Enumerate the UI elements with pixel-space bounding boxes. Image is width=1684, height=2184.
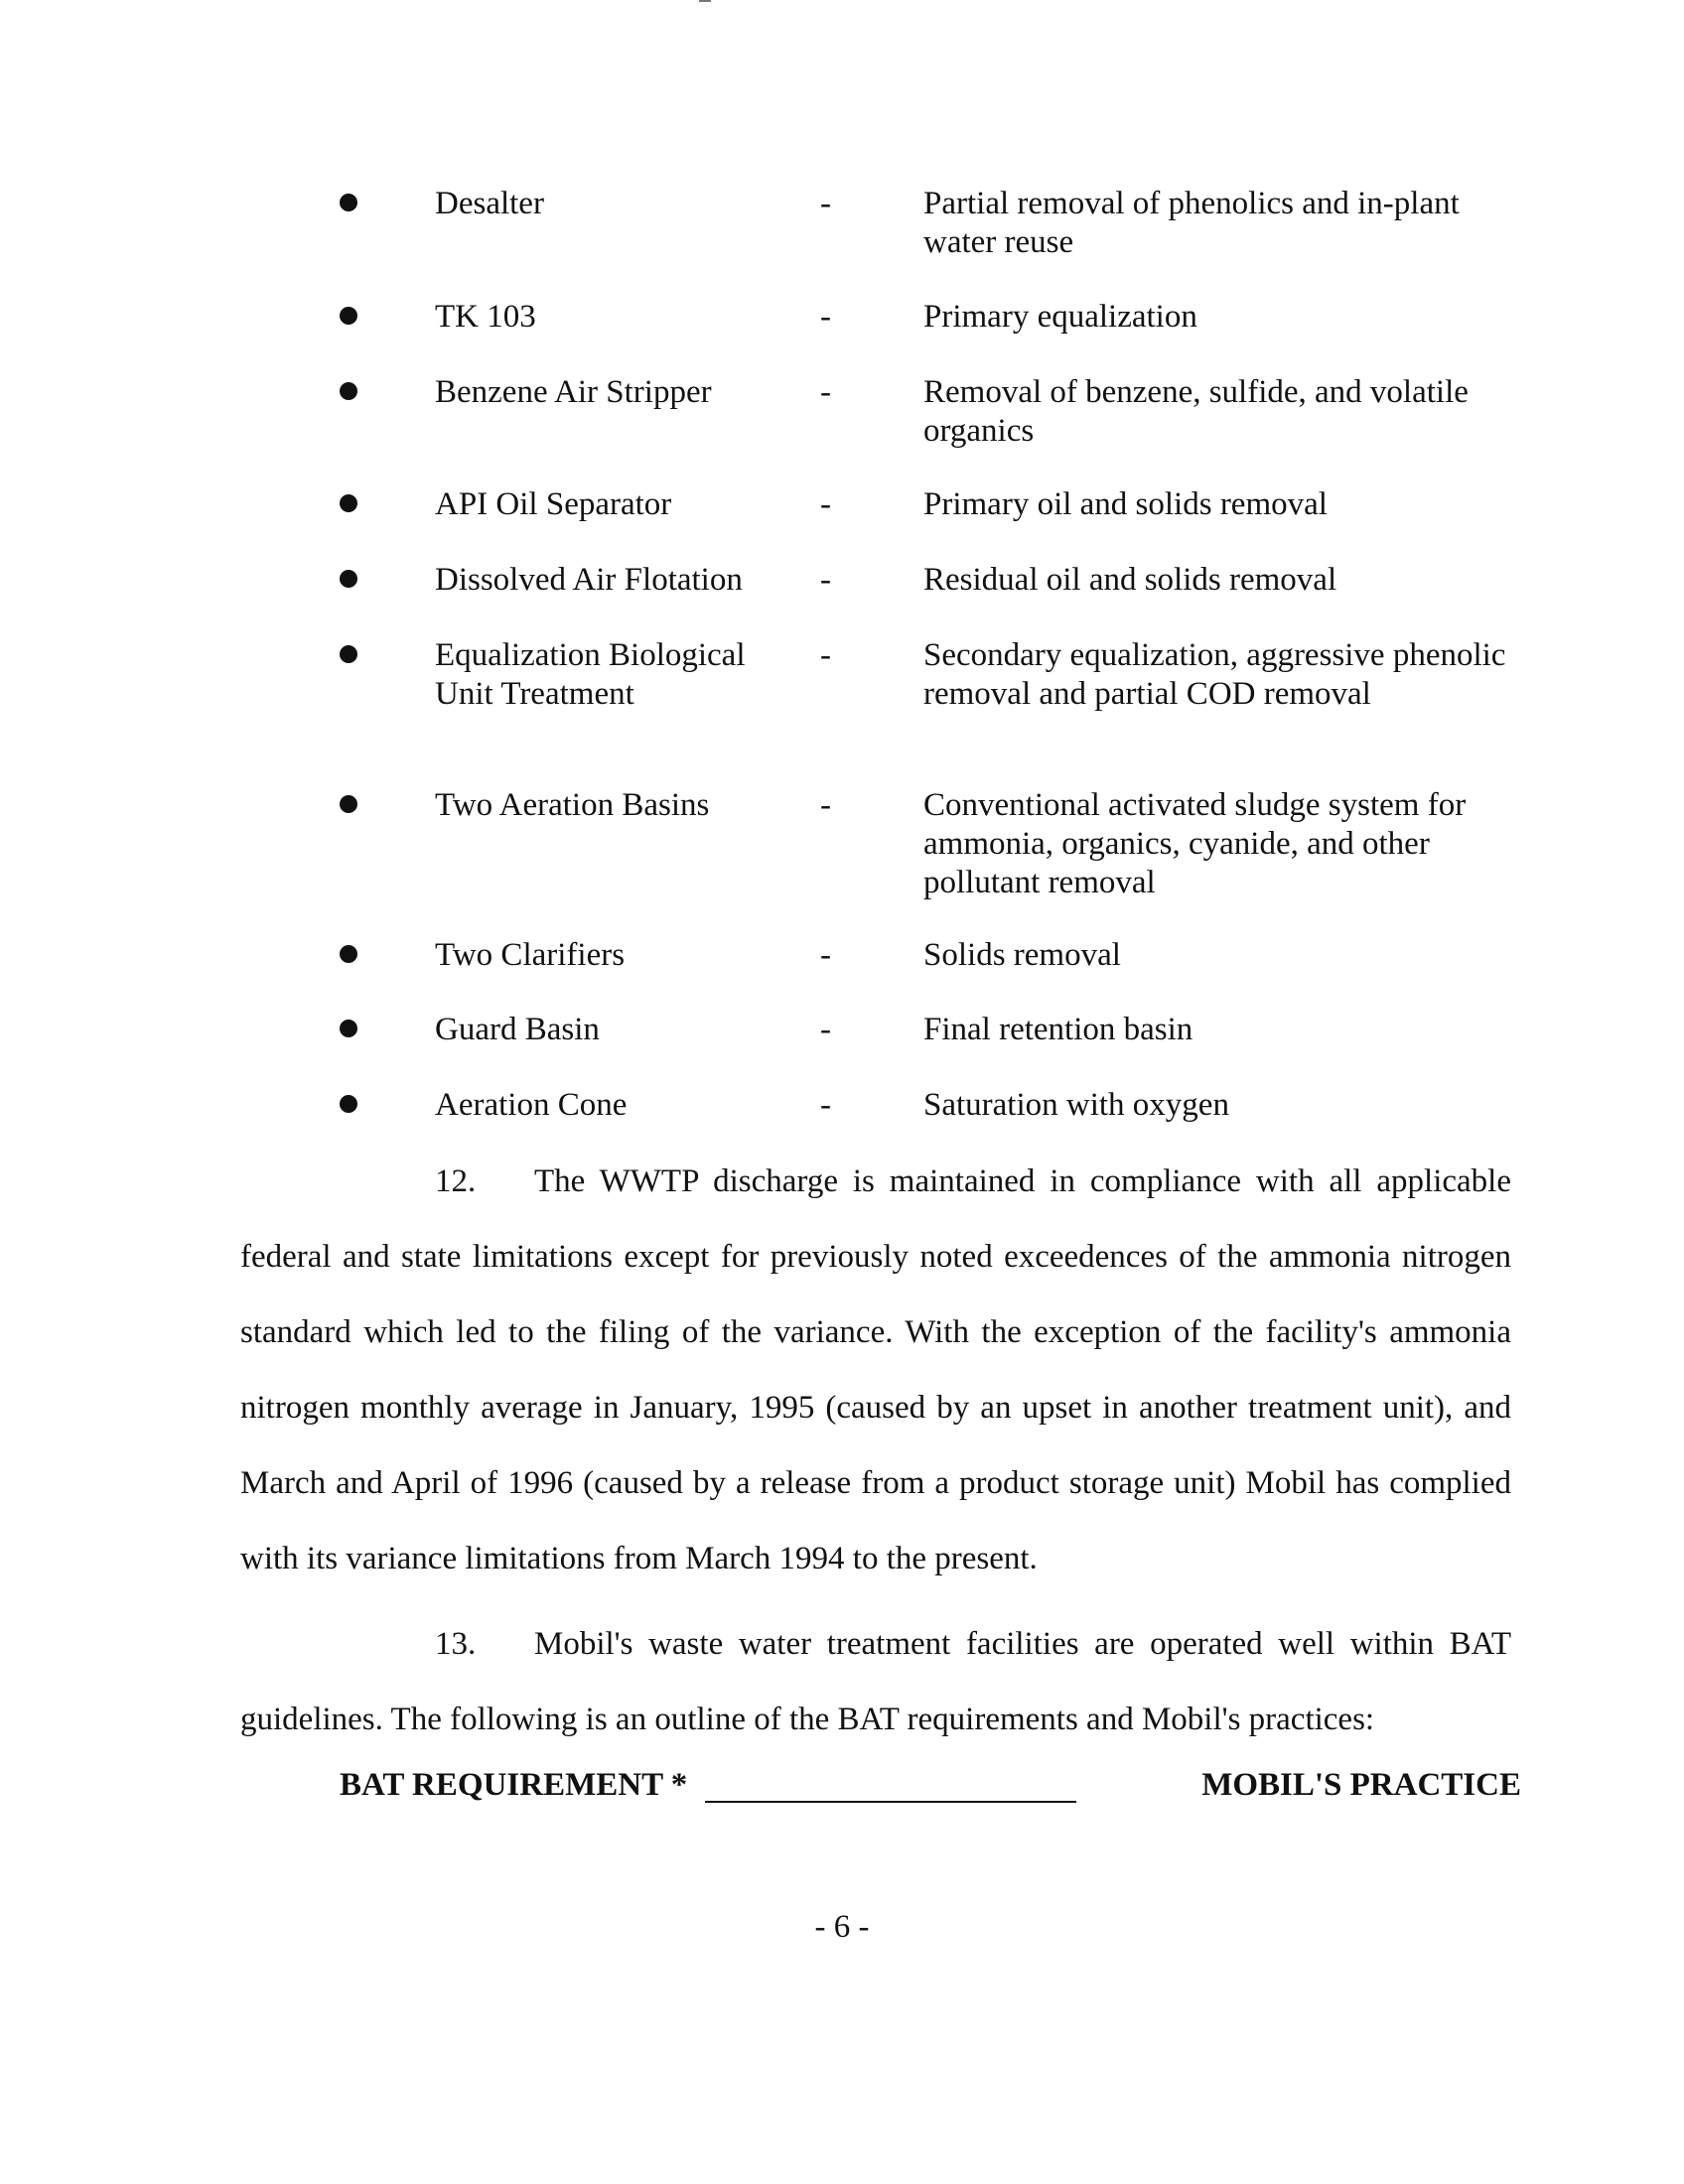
separator-dash: - [820,1012,831,1047]
unit-description: Primary equalization [923,299,1197,335]
bullet-icon [340,1095,357,1113]
separator-dash: - [820,374,831,410]
bullet-icon [340,945,357,963]
bullet-icon [340,645,357,663]
unit-name: Aeration Cone [435,1087,628,1123]
separator-dash: - [820,1087,831,1123]
heading-underline [705,1801,1076,1803]
unit-description: Final retention basin [923,1012,1193,1047]
separator-dash: - [820,787,831,823]
unit-name: Two Clarifiers [435,937,626,973]
bullet-icon [340,1020,357,1037]
unit-description: Conventional activated sludge system for ammonia, organics, cyanide, and other pollutant removal [923,787,1467,900]
separator-dash: - [820,937,831,973]
paragraph-text: The WWTP discharge is maintained in compliance with all applicable federal and state limitations except for previously noted exceedences of the ammonia nitrogen standard which led to the filing of the variance. With the exception of the facility's ammonia nitrogen monthly average in January, 1995 (caused by an upset in another treatment unit), and March and April of 1996 (caused by a release from a product storage unit) Mobil has complied with its variance limitations from March 1994 to the present. [240,1163,1511,1576]
unit-description: Solids removal [923,937,1121,973]
unit-name: Two Aeration Basins [435,787,710,823]
separator-dash: - [820,562,831,598]
unit-name: Dissolved Air Flotation [435,562,743,598]
unit-name: Equalization Biological Unit Treatment [435,637,746,712]
bullet-icon [340,570,357,588]
separator-dash: - [820,486,831,522]
mobil-practice-heading: MOBIL'S PRACTICE [1201,1767,1521,1803]
unit-description: Removal of benzene, sulfide, and volatile organics [923,374,1469,449]
unit-description: Partial removal of phenolics and in-plant water reuse [923,186,1460,260]
separator-dash: - [820,186,831,221]
separator-dash: - [820,637,831,673]
unit-description: Primary oil and solids removal [923,486,1328,522]
separator-dash: - [820,299,831,335]
bullet-icon [340,494,357,512]
paragraph-number: 13. [435,1626,477,1662]
bullet-icon [340,307,357,325]
page-number: - 6 - [814,1909,870,1945]
unit-name: Benzene Air Stripper [435,374,712,410]
paragraph-13 [240,1606,1511,1757]
unit-description: Secondary equalization, aggressive phenolic removal and partial COD removal [923,637,1506,712]
paragraph-12 [240,1144,1511,1596]
unit-description: Residual oil and solids removal [923,562,1337,598]
bat-requirement-heading: BAT REQUIREMENT * [340,1767,688,1803]
bullet-icon [340,795,357,813]
unit-name: Guard Basin [435,1012,600,1047]
scan-artifact-mark [699,0,711,2]
unit-name: Desalter [435,186,544,221]
bullet-icon [340,382,357,400]
paragraph-number: 12. [435,1163,477,1199]
paragraph-text: Mobil's waste water treatment facilities are operated well within BAT guidelines. The following is an outline of the BAT requirements and Mobil's practices: [240,1626,1511,1737]
unit-description: Saturation with oxygen [923,1087,1229,1123]
unit-name: API Oil Separator [435,486,672,522]
bullet-icon [340,194,357,211]
unit-name: TK 103 [435,299,536,335]
